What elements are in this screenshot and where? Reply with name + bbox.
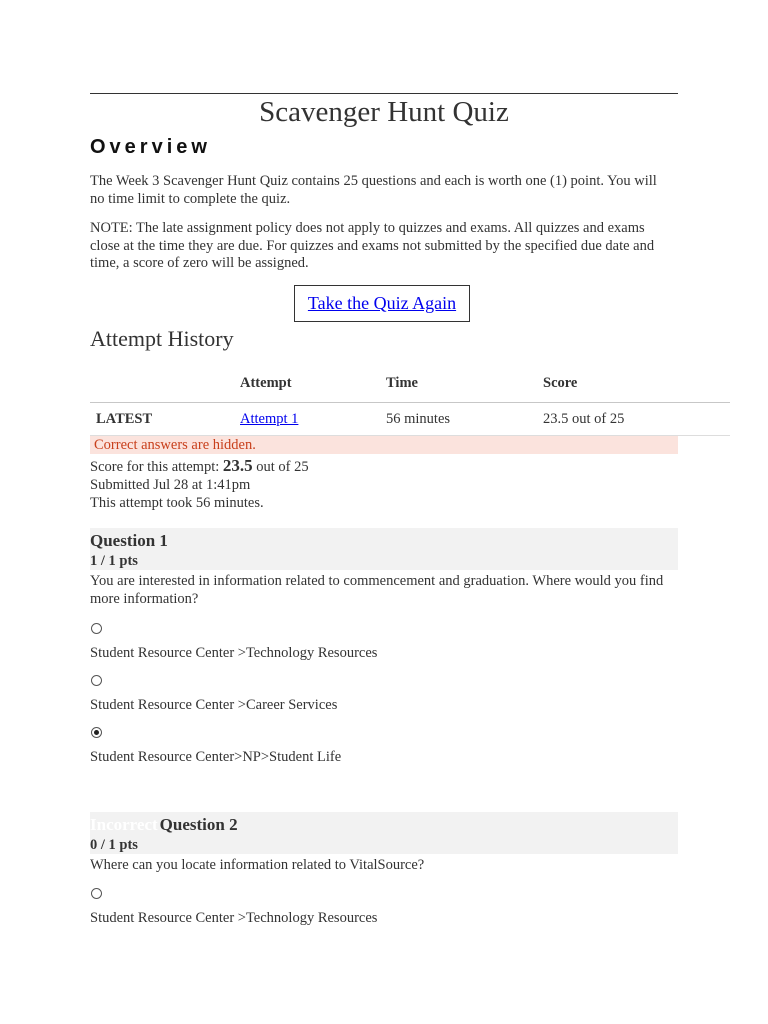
incorrect-tag: Incorrect	[90, 815, 158, 834]
question-1-option-1-label: Student Resource Center >Technology Resources	[90, 645, 378, 661]
question-1-option-3-radio[interactable]	[91, 727, 102, 738]
score-prefix: Score for this attempt:	[90, 459, 223, 475]
take-quiz-again-button[interactable]: Take the Quiz Again	[294, 285, 470, 322]
question-2-title: Question 2	[159, 815, 238, 834]
answers-hidden-notice: Correct answers are hidden.	[90, 436, 678, 454]
question-2-option-1-radio[interactable]	[91, 888, 102, 899]
score-value: 23.5	[222, 456, 253, 475]
question-1-text: You are interested in information related to commencement and graduation. Where would you find more information?	[90, 573, 664, 607]
question-1-title: Question 1	[90, 531, 168, 550]
latest-label: LATEST	[96, 411, 153, 427]
duration-line: This attempt took 56 minutes.	[90, 495, 264, 511]
overview-paragraph-2: NOTE: The late assignment policy does not apply to quizzes and exams. All quizzes and exams close at the time they are due. For quizzes and exams not submitted by the specified due date and time, a score of zero will be assigned.	[90, 220, 655, 271]
attempt-summary	[90, 457, 309, 512]
submitted-line: Submitted Jul 28 at 1:41pm	[90, 477, 251, 493]
question-2-header	[90, 812, 678, 854]
question-2-points: 0 / 1 pts	[90, 837, 138, 853]
page-title: Scavenger Hunt Quiz	[259, 96, 509, 128]
question-1-option-2-label: Student Resource Center >Career Services	[90, 697, 338, 713]
question-2-option-1-label: Student Resource Center >Technology Resources	[90, 910, 378, 926]
score-line	[90, 457, 309, 476]
overview-heading: Overview	[90, 136, 211, 158]
column-header-score: Score	[543, 375, 578, 391]
column-header-time: Time	[386, 375, 418, 391]
question-1-option-3-label: Student Resource Center>NP>Student Life	[90, 749, 342, 765]
attempt-time: 56 minutes	[386, 411, 451, 427]
question-1-points: 1 / 1 pts	[90, 553, 138, 569]
overview-paragraph-1: The Week 3 Scavenger Hunt Quiz contains 25 questions and each is worth one (1) point. You will no time limit to complete the quiz.	[90, 173, 657, 207]
header-divider	[90, 402, 730, 403]
attempt-score: 23.5 out of 25	[543, 411, 625, 427]
attempt-1-link[interactable]: Attempt 1	[240, 411, 299, 427]
column-header-attempt: Attempt	[240, 375, 292, 391]
top-divider	[90, 93, 678, 94]
question-2-text: Where can you locate information related to VitalSource?	[90, 857, 425, 873]
question-1-header	[90, 528, 678, 570]
question-2-title-row	[90, 815, 238, 835]
attempt-history-heading: Attempt History	[90, 326, 234, 351]
score-suffix: out of 25	[252, 459, 309, 475]
question-1-option-1-radio[interactable]	[91, 623, 102, 634]
question-1-option-2-radio[interactable]	[91, 675, 102, 686]
